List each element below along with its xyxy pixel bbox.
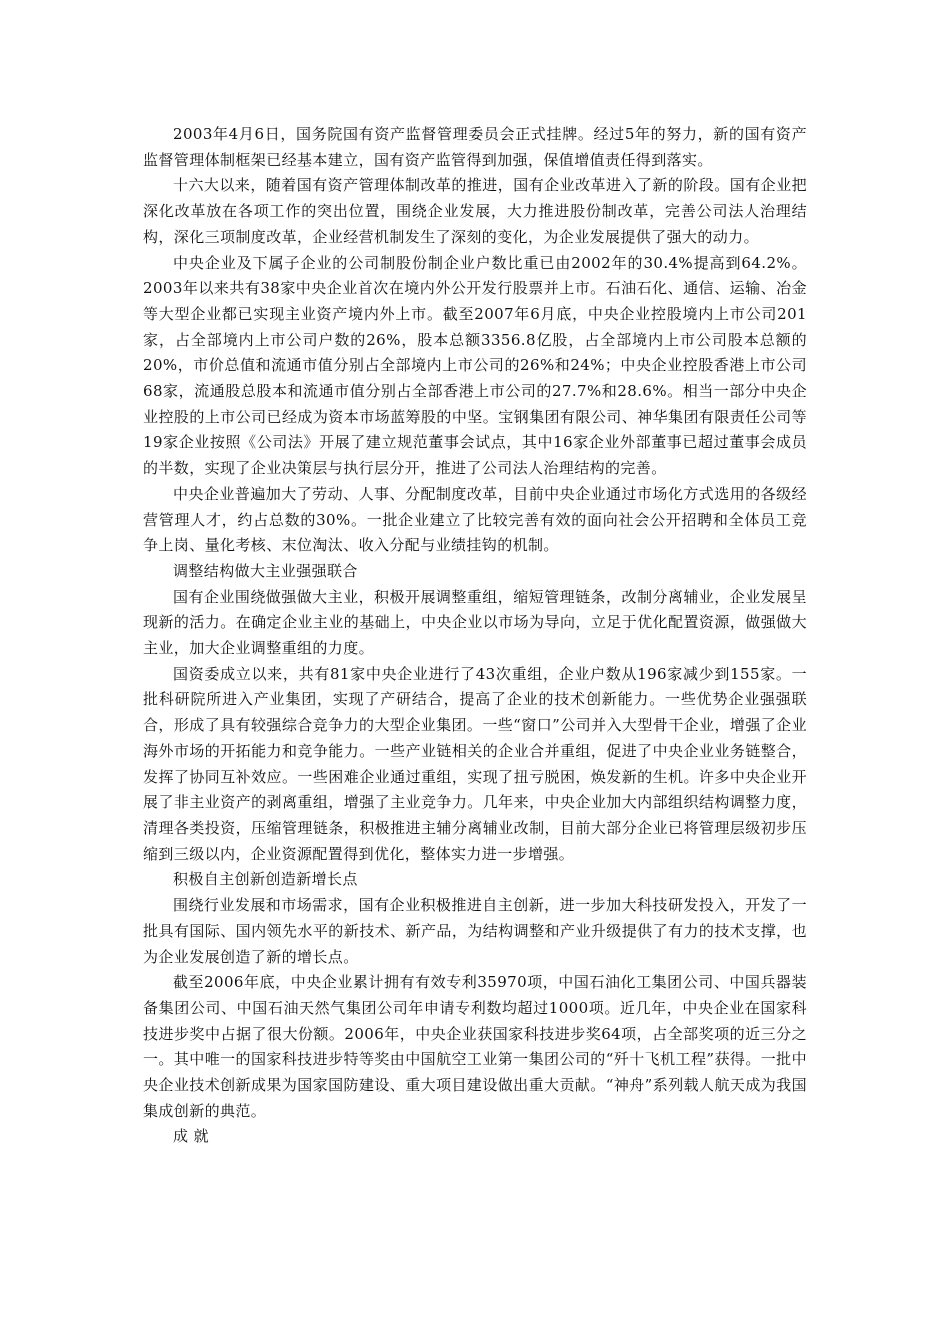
paragraph-intro: 2003年4月6日，国务院国有资产监督管理委员会正式挂牌。经过5年的努力，新的国有资产监督管理体制框架已经基本建立，国有资产监管得到加强，保值增值责任得到落实。 [143, 125, 807, 169]
paragraph-labor-reform: 中央企业普遍加大了劳动、人事、分配制度改革，目前中央企业通过市场化方式选用的各级经营管理人才，约占总数的30%。一批企业建立了比较完善有效的面向社会公开招聘和全体员工竞争上岗、量化考核、末位淘汰、收入分配与业绩挂钩的机制。 [143, 484, 807, 555]
paragraph-shareholding: 中央企业及下属子企业的公司制股份制企业户数比重已由2002年的30.4%提高到64.2%。2003年以来共有38家中央企业首次在境内外公开发行股票并上市。石油石化、通信、运输、冶金等大型企业都已实现主业资产境内外上市。截至2007年6月底，中央企业控股境内上市公司201家，占全部境内上市公司户数的26%，股本总额3356.8亿股，占全部境内上市公司股本总额的20%，市价总值和流通市值分别占全部境内上市公司的26%和24%；中央企业控股香港上市公司68家，流通股总股本和流通市值分别占全部香港上市公司的27.7%和28.6%。相当一部分中央企业控股的上市公司已经成为资本市场蓝筹股的中坚。宝钢集团有限公司、神华集团有限责任公司等19家企业按照《公司法》开展了建立规范董事会试点，其中16家企业外部董事已超过董事会成员的半数，实现了企业决策层与执行层分开，推进了公司法人治理结构的完善。 [143, 253, 807, 478]
paragraph-patents: 截至2006年底，中央企业累计拥有有效专利35970项，中国石油化工集团公司、中国兵器装备集团公司、中国石油天然气集团公司年申请专利数均超过1000项。近几年，中央企业在国家科技进步奖中占据了很大份额。2006年，中央企业获国家科技进步奖64项，占全部奖项的近三分之一。其中唯一的国家科技进步特等奖由中国航空工业第一集团公司的“歼十飞机工程”获得。一批中央企业技术创新成果为国家国防建设、重大项目建设做出重大贡献。“神舟”系列载人航天成为我国集成创新的典范。 [143, 973, 807, 1120]
paragraph-reorganization: 国资委成立以来，共有81家中央企业进行了43次重组，企业户数从196家减少到155家。一批科研院所进入产业集团，实现了产研结合，提高了企业的技术创新能力。一些优势企业强强联合，形成了具有较强综合竞争力的大型企业集团。一些“窗口”公司并入大型骨干企业，增强了企业海外市场的开拓能力和竞争能力。一些产业链相关的企业合并重组，促进了中央企业业务链整合，发挥了协同互补效应。一些困难企业通过重组，实现了扭亏脱困，焕发新的生机。许多中央企业开展了非主业资产的剥离重组，增强了主业竞争力。几年来，中央企业加大内部组织结构调整力度，清理各类投资，压缩管理链条，积极推进主辅分离辅业改制，目前大部分企业已将管理层级初步压缩到三级以内，企业资源配置得到优化，整体实力进一步增强。 [143, 664, 807, 863]
section-heading-restructuring: 调整结构做大主业强强联合 [173, 561, 358, 580]
section-heading-innovation: 积极自主创新创造新增长点 [173, 870, 358, 889]
section-heading-achievements: 成 就 [173, 1127, 209, 1146]
paragraph-reform: 十六大以来，随着国有资产管理体制改革的推进，国有企业改革进入了新的阶段。国有企业把深化改革放在各项工作的突出位置，围绕企业发展，大力推进股份制改革，完善公司法人治理结构，深化三项制度改革，企业经营机制发生了深刻的变化，为企业发展提供了强大的动力。 [143, 176, 807, 246]
paragraph-innovation: 围绕行业发展和市场需求，国有企业积极推进自主创新，进一步加大科技研发投入，开发了一批具有国际、国内领先水平的新技术、新产品，为结构调整和产业升级提供了有力的技术支撑，也为企业发展创造了新的增长点。 [143, 896, 807, 966]
paragraph-main-business: 国有企业围绕做强做大主业，积极开展调整重组，缩短管理链条，改制分离辅业，企业发展呈现新的活力。在确定企业主业的基础上，中央企业以市场为导向，立足于优化配置资源，做强做大主业，加大企业调整重组的力度。 [143, 587, 807, 658]
document-body [143, 122, 807, 1150]
